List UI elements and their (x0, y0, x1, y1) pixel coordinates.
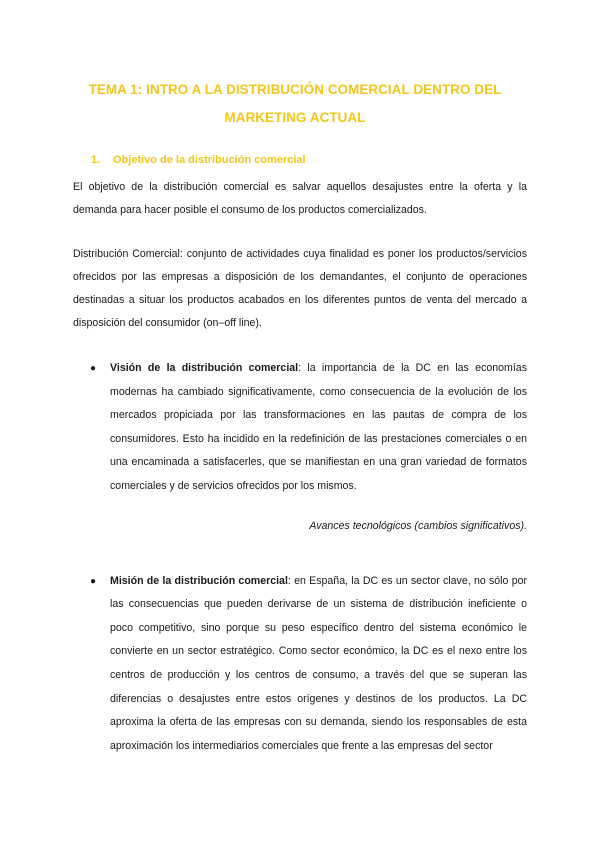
bullet-item-mision (73, 570, 527, 759)
section-heading (91, 152, 527, 168)
bullet-list (73, 357, 527, 499)
bullet-vision-heading: Visión de la distribución comercial (110, 362, 299, 374)
title-line-1: TEMA 1: INTRO A LA DISTRIBUCIÓN COMERCIAL DENTRO DEL (88, 82, 502, 97)
bullet-mision-text: : en España, la DC es un sector clave, no sólo por las consecuencias que pueden derivarse de un sistema de distribución ineficiente o poco competitivo, sino porque su peso específico dentro del sistema económico le convierte en un sector estratégico. Como sector económico, la DC es el nexo entre los centros de producción y los centros de consumo, a través del que se superan las diferencias o desajustes entre estos orígenes y destinos de los productos. La DC aproxima la oferta de las empresas con su demanda, siendo los responsables de esta aproximación los intermediarios comerciales que frente a las empresas del sector (110, 574, 528, 752)
section-label: Objetivo de la distribución comercial (113, 154, 306, 166)
bullet-list-2 (73, 570, 527, 759)
italic-note: Avances tecnológicos (cambios significativos). (309, 519, 527, 532)
document-title (73, 76, 517, 132)
paragraph-objective: El objetivo de la distribución comercial es salvar aquellos desajustes entre la oferta y la demanda para hacer posible el consumo de los productos comercializados. (73, 181, 527, 216)
bullet-dot-icon: ● (90, 575, 97, 587)
bullet-dot-icon: ● (90, 363, 97, 374)
section-number: 1. (91, 154, 101, 166)
bullet-mision-heading: Misión de la distribución comercial (110, 574, 288, 587)
title-line-2: MARKETING ACTUAL (224, 110, 366, 125)
paragraph-definition: Distribución Comercial: conjunto de actividades cuya finalidad es poner los productos/servicios ofrecidos por las empresas a disposición de los demandantes, el conjunto de operaciones destinadas a situar los productos acabados en los diferentes puntos de venta del mercado a disposición del consumidor (on–off line). (73, 248, 527, 329)
bullet-vision-text: : la importancia de la DC en las economías modernas ha cambiado significativamente, como consecuencia de la evolución de los mercados propiciada por las transformaciones en las pautas de compra de los consumidores. Esto ha incidido en la redefinición de las prestaciones comerciales o en una encaminada a satisfacerles, que se manifiestan en una gran variedad de formatos comerciales y de servicios ofrecidos por los mismos. (110, 362, 527, 492)
bullet-item-vision (73, 357, 527, 499)
